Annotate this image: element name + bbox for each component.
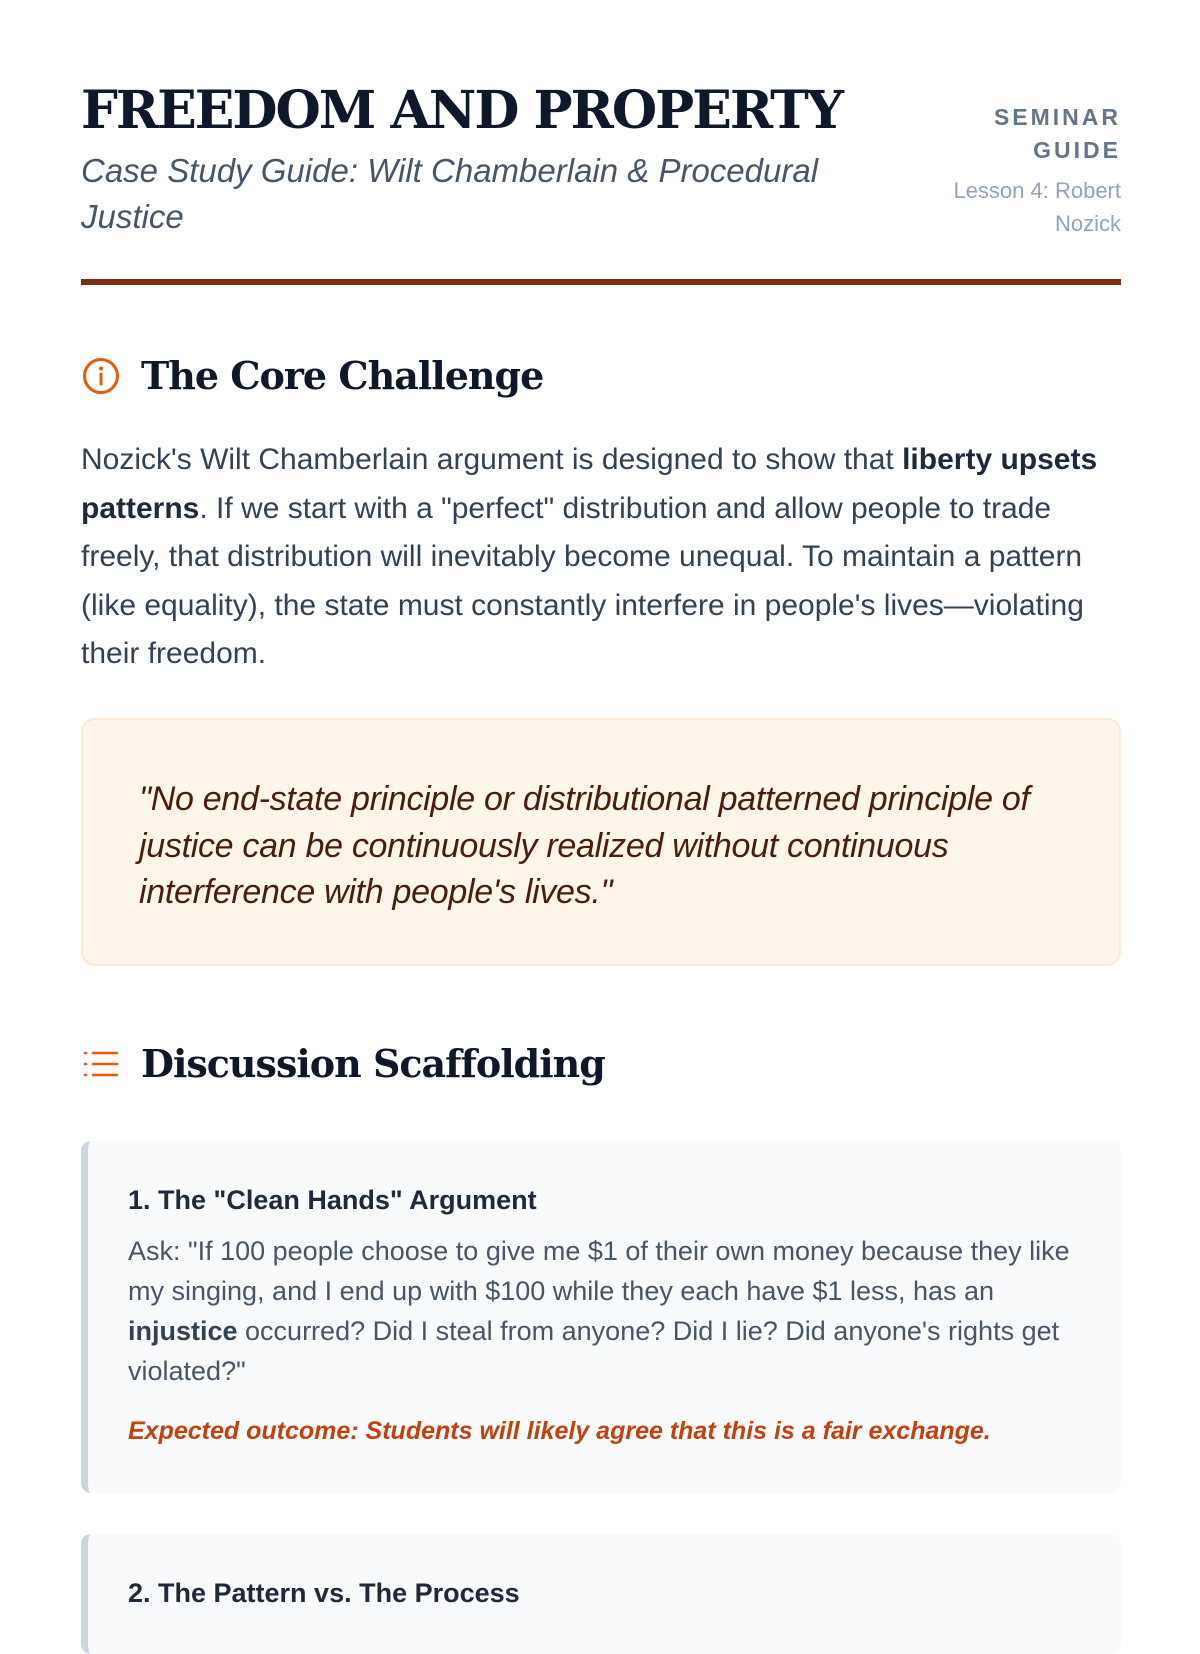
card-prompt-text: occurred? Did I steal from anyone? Did I lie? Did anyone's rights get violated?" bbox=[128, 1316, 1060, 1386]
card-expected-outcome: Expected outcome: Students will likely agree that this is a fair exchange. bbox=[128, 1417, 991, 1445]
card-prompt-emphasis: injustice bbox=[128, 1316, 238, 1346]
discussion-card bbox=[81, 1534, 1121, 1654]
card-prompt-text: Ask: "If 100 people choose to give me $1 of their own money because they like my singing, and I end up with $100 while they each have $1 less, has an bbox=[128, 1236, 1070, 1306]
card-prompt bbox=[128, 1231, 1083, 1391]
list-icon bbox=[81, 1044, 121, 1084]
section-heading-discussion bbox=[81, 1041, 605, 1086]
paragraph-text: . If we start with a "perfect" distribution and allow people to trade freely, that distribution will inevitably become unequal. To maintain a pattern (like equality), the state must constantly interfere in people's lives—violating their freedom. bbox=[81, 491, 1084, 670]
pull-quote bbox=[81, 718, 1121, 966]
section-heading-core-challenge bbox=[81, 353, 543, 398]
discussion-card bbox=[81, 1141, 1121, 1493]
section-title: The Core Challenge bbox=[141, 353, 544, 398]
section-title: Discussion Scaffolding bbox=[141, 1041, 605, 1086]
pull-quote-text: "No end-state principle or distributional patterned principle of justice can be continuously realized without continuous interference with people's lives." bbox=[139, 780, 1030, 911]
card-title: 1. The "Clean Hands" Argument bbox=[128, 1185, 537, 1215]
guide-kicker: SEMINAR GUIDE bbox=[993, 104, 1121, 163]
guide-header bbox=[81, 0, 1121, 287]
guide-meta bbox=[931, 101, 1121, 240]
info-circle-icon bbox=[81, 356, 121, 396]
header-divider bbox=[81, 279, 1121, 285]
page-subtitle: Case Study Guide: Wilt Chamberlain & Procedural Justice bbox=[81, 152, 819, 235]
paragraph-emphasis: liberty upsets patterns bbox=[81, 443, 1098, 525]
paragraph-text: Nozick's Wilt Chamberlain argument is designed to show that bbox=[81, 443, 903, 476]
card-title: 2. The Pattern vs. The Process bbox=[128, 1578, 520, 1608]
page-title: FREEDOM AND PROPERTY bbox=[81, 80, 842, 141]
core-challenge-paragraph bbox=[81, 436, 1121, 679]
seminar-guide-page bbox=[81, 0, 1121, 1608]
lesson-label: Lesson 4: Robert Nozick bbox=[953, 178, 1121, 236]
